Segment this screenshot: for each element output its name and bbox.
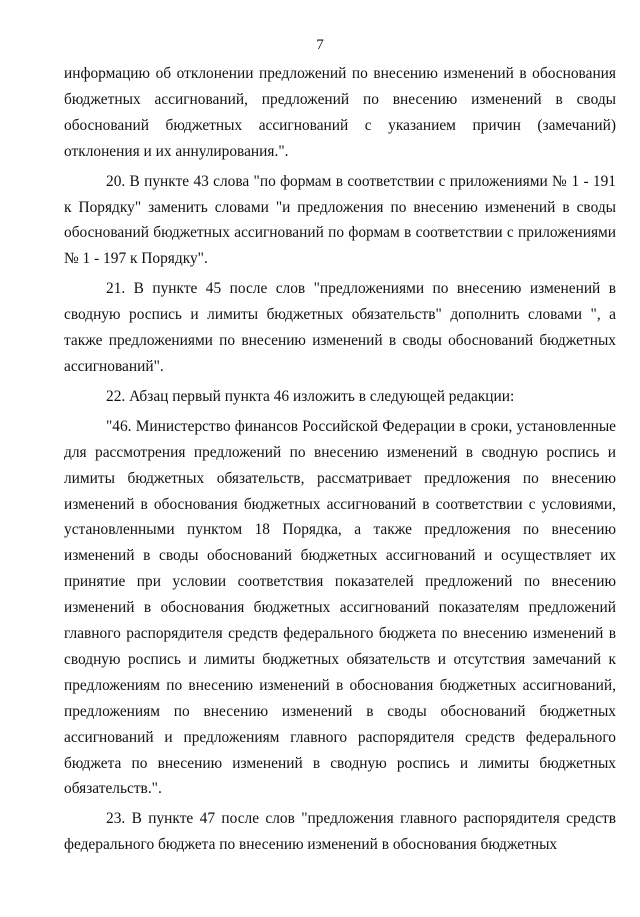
page-number: 7 xyxy=(316,37,324,53)
paragraph-item-23: 23. В пункте 47 после слов "предложения главного распорядителя средств федерального бюджета по внесению изменений в обоснования бюджетных xyxy=(64,810,616,854)
paragraph-continuation: информацию об отклонении предложений по внесению изменений в обоснования бюджетных ассигнований, предложений по внесению изменений в своды обоснований бюджетных ассигнований с указанием причин (замечаний) отклонения и их аннулирования.". xyxy=(64,65,616,160)
paragraph-item-22: 22. Абзац первый пункта 46 изложить в следующей редакции: xyxy=(106,387,515,405)
paragraph-quoted-46: "46. Министерство финансов Российской Федерации в сроки, установленные для рассмотрения предложений по внесению изменений в сводную роспись и лимиты бюджетных обязательств, рассматривает предложения по внесению изменений в обоснования бюджетных ассигнований в соответствии с условиями, установленными пунктом 18 Порядка, а также предложения по внесению изменений в своды обоснований бюджетных ассигнований и осуществляет их принятие при условии соответствия показателей предложений по внесению изменений в обоснования бюджетных ассигнований показателям предложений главного распорядителя средств федерального бюджета по внесению изменений в сводную роспись и лимиты бюджетных обязательств и отсутствия замечаний к предложениям по внесению изменений в обоснования бюджетных ассигнований, предложениям по внесению изменений в своды обоснований бюджетных ассигнований и предложениям главного распорядителя средств федерального бюджета по внесению изменений в сводную роспись и лимиты бюджетных обязательств.". xyxy=(64,417,616,798)
document-body xyxy=(64,61,616,862)
paragraph-item-20: 20. В пункте 43 слова "по формам в соответствии с приложениями № 1 - 191 к Порядку" заменить словами "и предложения по внесению изменений в своды обоснований бюджетных ассигнований по формам в соответствии с приложениями № 1 - 197 к Порядку". xyxy=(64,172,616,268)
paragraph-item-21: 21. В пункте 45 после слов "предложениями по внесению изменений в сводную роспись и лимиты бюджетных обязательств" дополнить словами ", а также предложениями по внесению изменений в своды обоснований бюджетных ассигнований". xyxy=(64,280,616,375)
